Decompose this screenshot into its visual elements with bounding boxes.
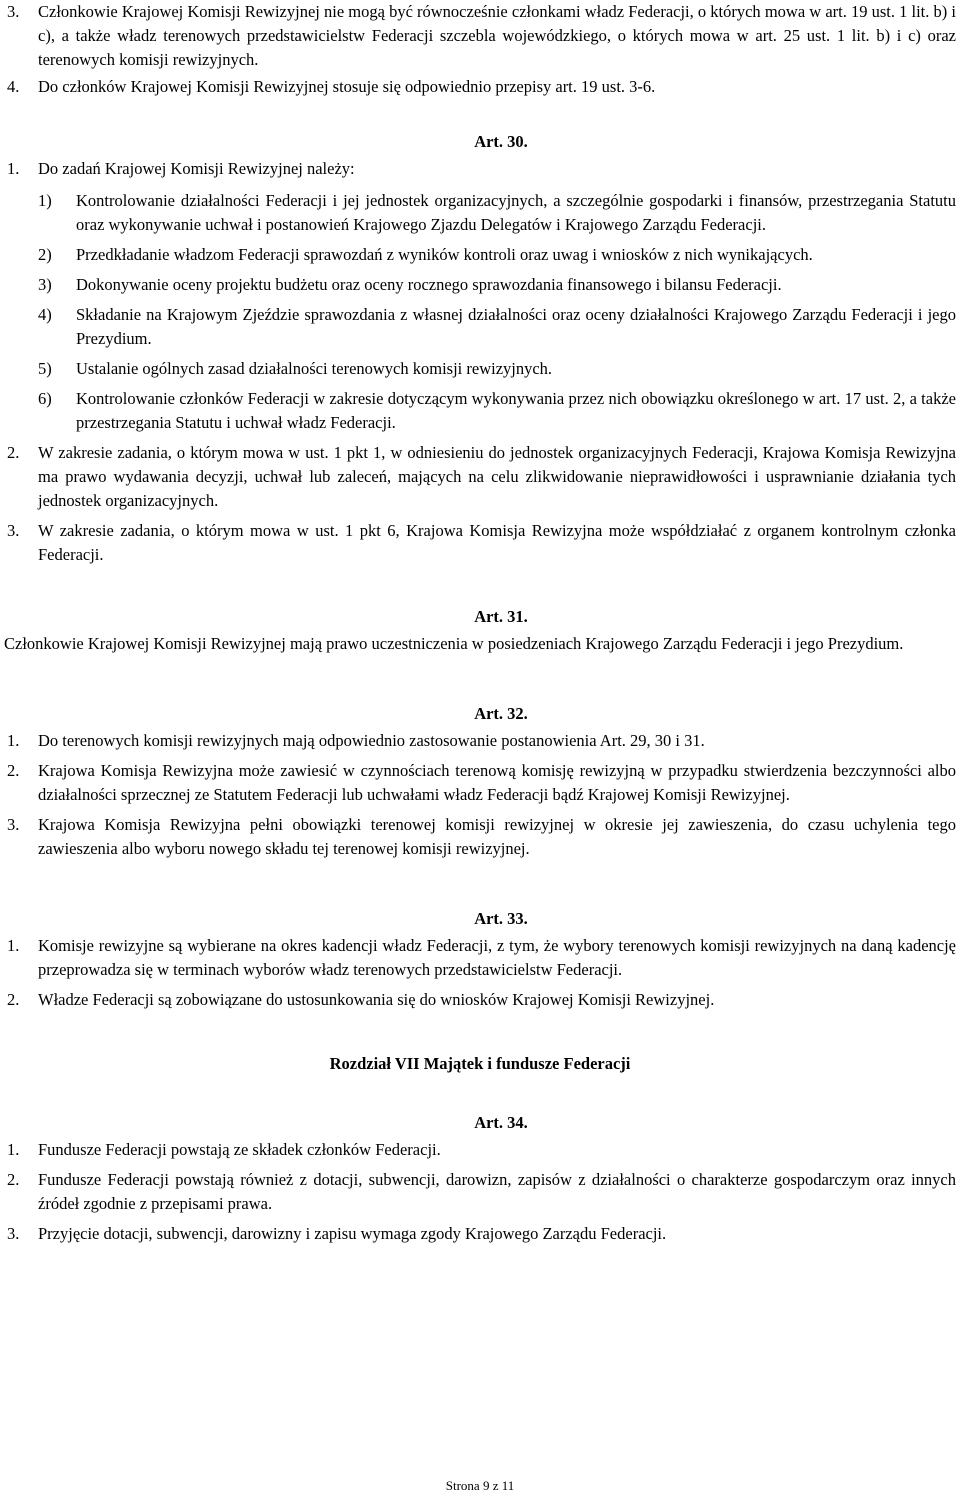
paragraph-number: 3. — [7, 2, 20, 21]
art30-item-3 — [0, 273, 960, 297]
paragraph-text: Krajowa Komisja Rewizyjna pełni obowiązki terenowej komisji rewizyjnej w okresie jej zawieszenia, do czasu uchylenia tego zawieszenia albo wyboru nowego składu tej terenowej komisji rewizyjnej. — [38, 815, 956, 858]
art33-paragraph-2 — [0, 988, 960, 1012]
paragraph-number: 1. — [7, 159, 20, 178]
item-number: 1) — [38, 191, 52, 210]
paragraph-text: W zakresie zadania, o którym mowa w ust. 1 pkt 1, w odniesieniu do jednostek organizacyjnych Federacji, Krajowa Komisja Rewizyjna ma prawo wydawania decyzji, uchwał lub zaleceń, mających na celu zlikwidowanie nieprawidłowości i usprawnianie działania tych jednostek organizacyjnych. — [38, 443, 956, 510]
paragraph-4 — [0, 75, 960, 99]
art30-item-2 — [0, 243, 960, 267]
art30-item-6 — [0, 387, 960, 435]
paragraph-number: 1. — [7, 731, 20, 750]
item-text: Ustalanie ogólnych zasad działalności terenowych komisji rewizyjnych. — [76, 359, 553, 378]
item-number: 4) — [38, 305, 52, 324]
art30-item-1 — [0, 189, 960, 237]
paragraph-text: W zakresie zadania, o którym mowa w ust. 1 pkt 6, Krajowa Komisja Rewizyjna może współdziałać z organem kontrolnym członka Federacji. — [38, 521, 956, 564]
item-text: Kontrolowanie działalności Federacji i jej jednostek organizacyjnych, a szczególnie gospodarki i finansów, przestrzegania Statutu oraz wykonywanie uchwał i postanowień Krajowego Zjazdu Delegatów i Krajowego Zarządu Federacji. — [76, 191, 956, 234]
paragraph-number: 1. — [7, 936, 20, 955]
art30-item-5 — [0, 357, 960, 381]
art31-text: Członkowie Krajowej Komisji Rewizyjnej mają prawo uczestniczenia w posiedzeniach Krajowego Zarządu Federacji i jego Prezydium. — [4, 634, 904, 653]
paragraph-number: 2. — [7, 1170, 20, 1189]
art30-paragraph-1 — [0, 157, 960, 181]
article-32-heading: Art. 32. — [474, 704, 528, 723]
article-34-heading: Art. 34. — [474, 1113, 528, 1132]
art30-paragraph-2 — [0, 441, 960, 513]
paragraph-text: Do zadań Krajowej Komisji Rewizyjnej należy: — [38, 159, 355, 178]
paragraph-text: Członkowie Krajowej Komisji Rewizyjnej nie mogą być równocześnie członkami władz Federacji, o których mowa w art. 19 ust. 1 lit. b) i c), a także władz terenowych przedstawicielstw Federacji szczebla wojewódzkiego, o których mowa w art. 25 ust. 1 lit. b) i c) oraz terenowych komisji rewizyjnych. — [38, 2, 956, 69]
art33-paragraph-1 — [0, 934, 960, 982]
paragraph-text: Komisje rewizyjne są wybierane na okres kadencji władz Federacji, z tym, że wybory terenowych komisji rewizyjnych na daną kadencję przeprowadza się w terminach wyborów władz terenowych przedstawicielstw Federacji. — [38, 936, 956, 979]
article-31-heading: Art. 31. — [474, 607, 528, 626]
art34-paragraph-2 — [0, 1168, 960, 1216]
paragraph-text: Przyjęcie dotacji, subwencji, darowizny i zapisu wymaga zgody Krajowego Zarządu Federacji. — [38, 1224, 667, 1243]
art32-paragraph-1 — [0, 729, 960, 753]
page-number-footer: Strona 9 z 11 — [445, 1478, 515, 1493]
item-text: Dokonywanie oceny projektu budżetu oraz oceny rocznego sprawozdania finansowego i bilansu Federacji. — [76, 275, 782, 294]
paragraph-text: Krajowa Komisja Rewizyjna może zawiesić w czynnościach terenową komisję rewizyjną w przypadku stwierdzenia bezczynności albo działalności sprzecznej ze Statutem Federacji lub uchwałami władz Federacji bądź Krajowej Komisji Rewizyjnej. — [38, 761, 956, 804]
item-text: Kontrolowanie członków Federacji w zakresie dotyczącym wykonywania przez nich obowiązku określonego w art. 17 ust. 2, a także przestrzegania Statutu i uchwał władz Federacji. — [76, 389, 956, 432]
paragraph-number: 1. — [7, 1140, 20, 1159]
paragraph-text: Fundusze Federacji powstają ze składek członków Federacji. — [38, 1140, 441, 1159]
chapter-heading: Rozdział VII Majątek i fundusze Federacji — [329, 1054, 631, 1073]
item-number: 3) — [38, 275, 52, 294]
item-number: 5) — [38, 359, 52, 378]
art30-paragraph-3 — [0, 519, 960, 567]
paragraph-number: 3. — [7, 521, 20, 540]
paragraph-number: 2. — [7, 443, 20, 462]
paragraph-number: 2. — [7, 761, 20, 780]
item-number: 6) — [38, 389, 52, 408]
paragraph-text: Do terenowych komisji rewizyjnych mają odpowiednio zastosowanie postanowienia Art. 29, 30 i 31. — [38, 731, 705, 750]
art32-paragraph-3 — [0, 813, 960, 861]
paragraph-text: Fundusze Federacji powstają również z dotacji, subwencji, darowizn, zapisów z działalności o charakterze gospodarczym oraz innych źródeł zgodnie z przepisami prawa. — [38, 1170, 956, 1213]
paragraph-text: Władze Federacji są zobowiązane do ustosunkowania się do wniosków Krajowej Komisji Rewizyjnej. — [38, 990, 715, 1009]
art34-paragraph-1 — [0, 1138, 960, 1162]
item-number: 2) — [38, 245, 52, 264]
article-30-heading: Art. 30. — [474, 132, 528, 151]
paragraph-number: 3. — [7, 1224, 20, 1243]
paragraph-number: 4. — [7, 77, 20, 96]
paragraph-number: 3. — [7, 815, 20, 834]
art30-item-4 — [0, 303, 960, 351]
paragraph-text: Do członków Krajowej Komisji Rewizyjnej stosuje się odpowiednio przepisy art. 19 ust. 3-6. — [38, 77, 656, 96]
paragraph-3 — [0, 0, 960, 72]
item-text: Przedkładanie władzom Federacji sprawozdań z wyników kontroli oraz uwag i wniosków z nich wynikających. — [76, 245, 813, 264]
paragraph-number: 2. — [7, 990, 20, 1009]
item-text: Składanie na Krajowym Zjeździe sprawozdania z własnej działalności oraz oceny działalności Krajowego Zarządu Federacji i jego Prezydium. — [76, 305, 956, 348]
article-33-heading: Art. 33. — [474, 909, 528, 928]
art34-paragraph-3 — [0, 1222, 960, 1246]
art32-paragraph-2 — [0, 759, 960, 807]
